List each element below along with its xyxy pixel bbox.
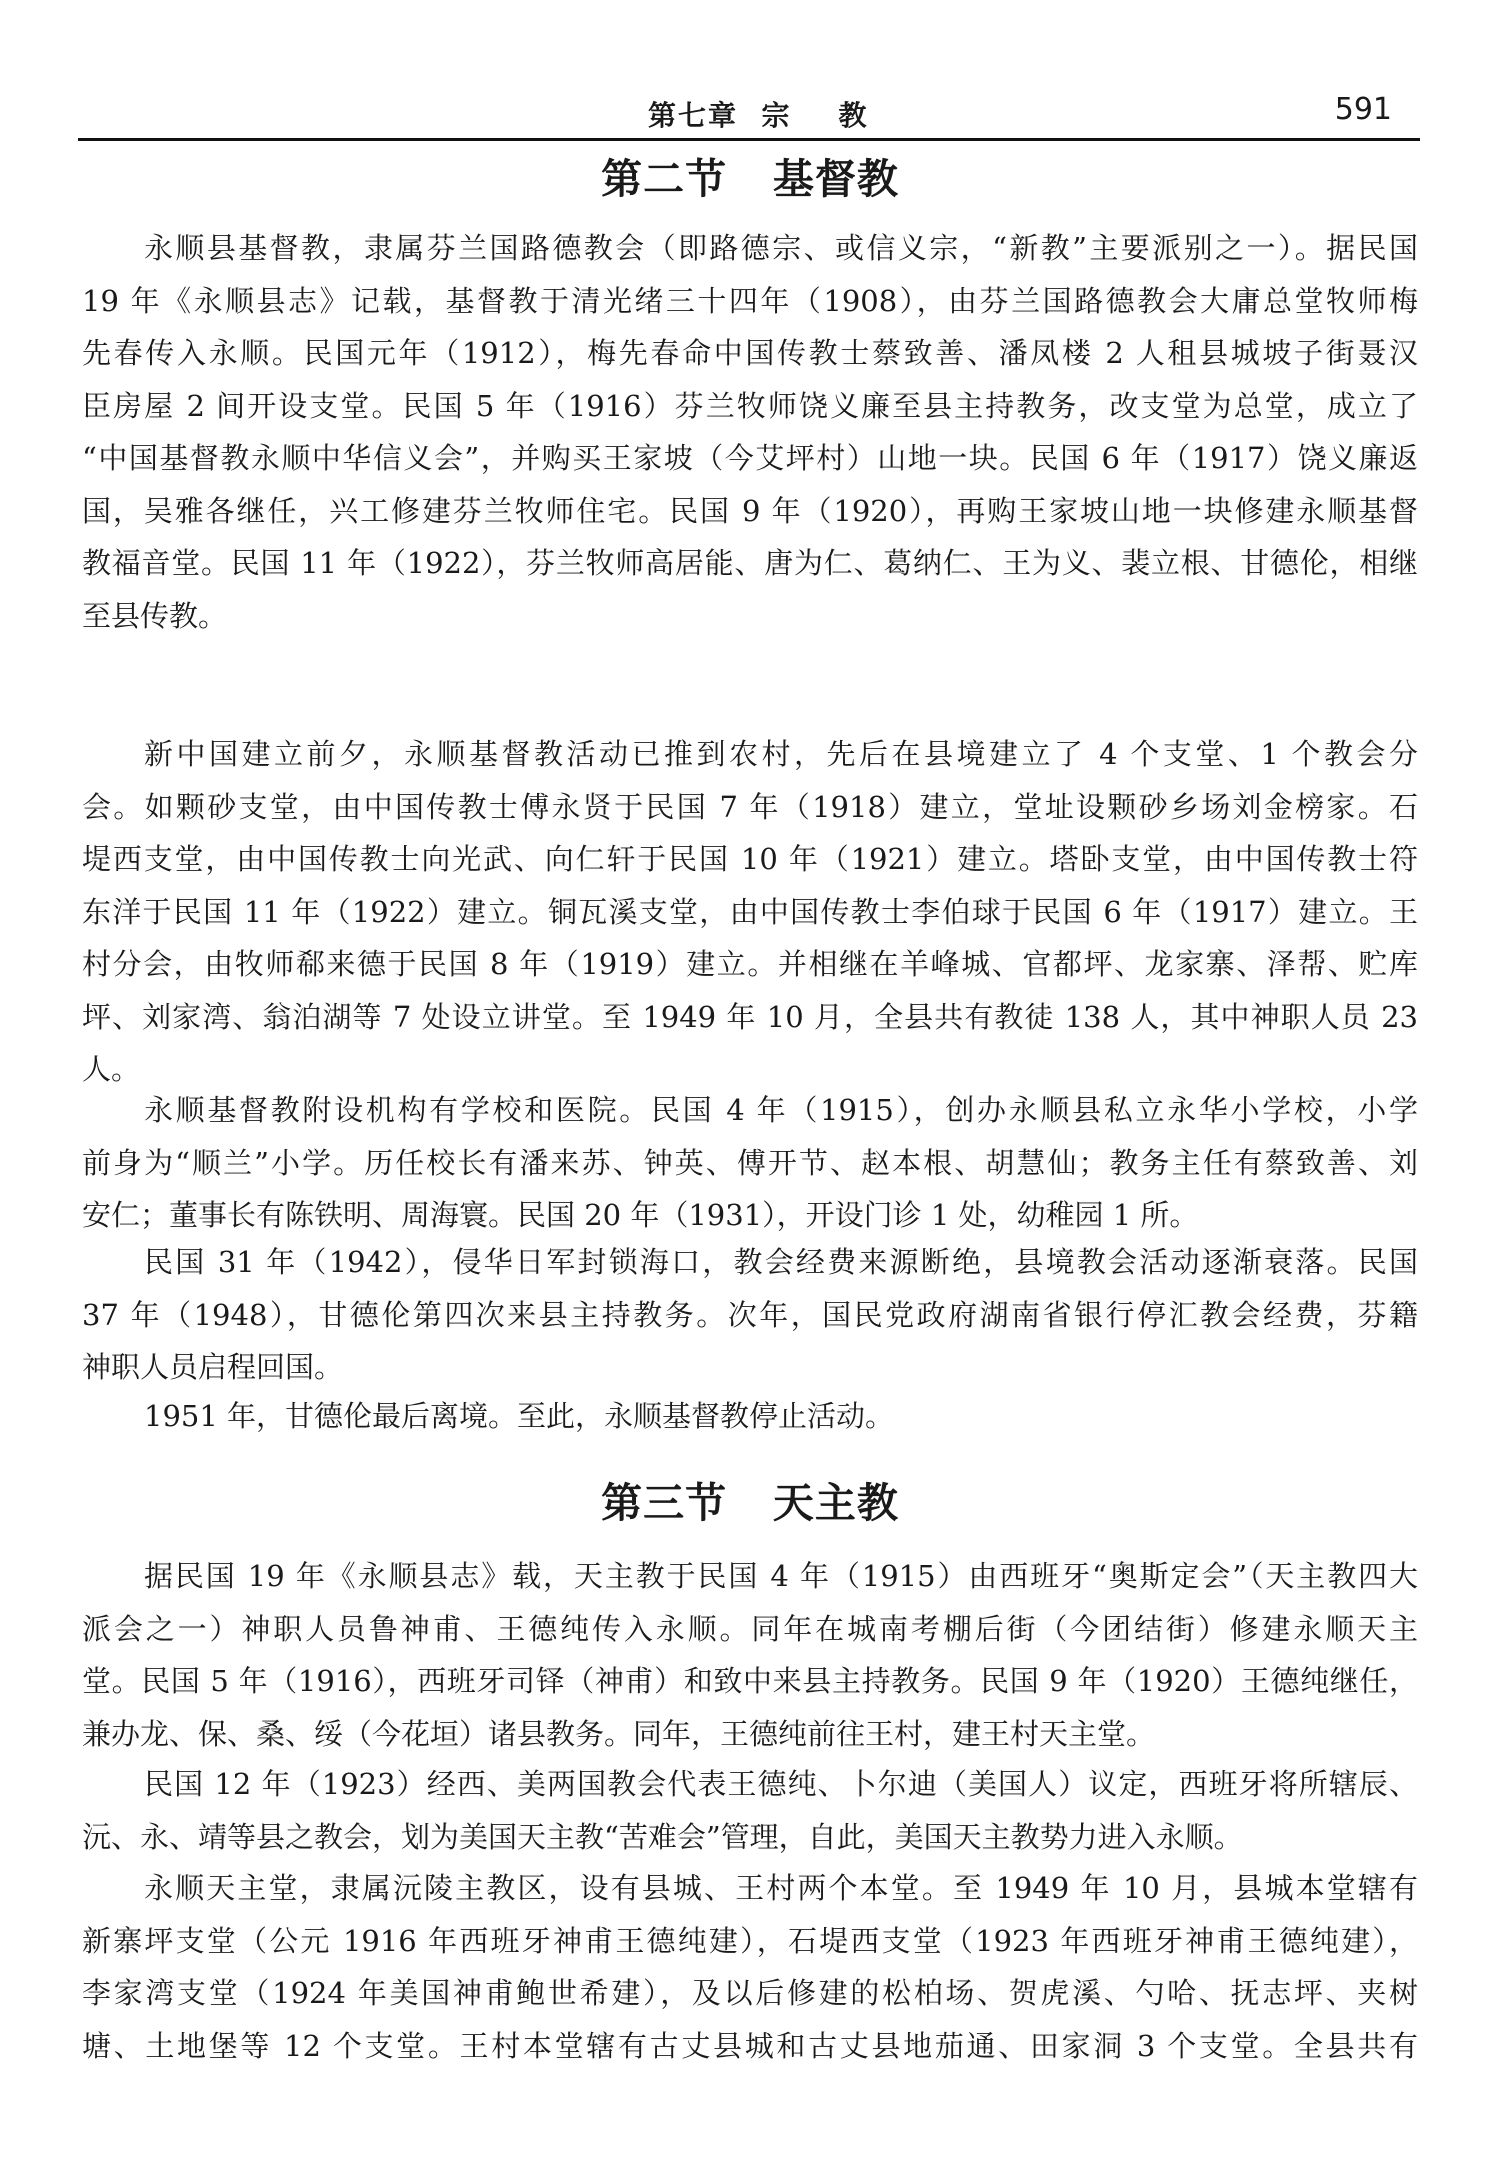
text-line: 兼办龙、保、桑、绥（今花垣）诸县教务。同年，王德纯前往王村，建王村天主堂。 <box>82 1716 1156 1751</box>
text-line: 人。 <box>82 1052 141 1086</box>
text-line: 堤西支堂，由中国传教士向光武、向仁轩于民国 10 年（1921）建立。塔卧支堂，由中国传教士符 <box>82 842 1418 876</box>
paragraph <box>82 1550 1418 1760</box>
text-line: 19 年《永顺县志》记载，基督教于清光绪三十四年（1908），由芬兰国路德教会大庸总堂牧师梅 <box>82 283 1418 318</box>
text-line: 会。如颗砂支堂，由中国传教士傅永贤于民国 7 年（1918）建立，堂址设颗砂乡场刘金榜家。石 <box>82 789 1418 824</box>
running-header <box>78 86 1420 138</box>
section-title: 第二节 基督教 <box>601 155 899 203</box>
running-title: 第七章 宗 教 <box>648 99 869 132</box>
text-line: 坪、刘家湾、翁泊湖等 7 处设立讲堂。至 1949 年 10 月，全县共有教徒 138 人，其中神职人员 23 <box>82 999 1418 1034</box>
paragraph <box>82 1236 1418 1394</box>
text-line: 村分会，由牧师郗来德于民国 8 年（1919）建立。并相继在羊峰城、官都坪、龙家寨、泽帮、贮库 <box>82 947 1418 981</box>
paragraph <box>82 1758 1418 1863</box>
text-line: 派会之一）神职人员鲁神甫、王德纯传入永顺。同年在城南考棚后街（今团结街）修建永顺天主 <box>82 1611 1418 1646</box>
text-line: 安仁；董事长有陈铁明、周海寰。民国 20 年（1931），开设门诊 1 处，幼稚园 1 所。 <box>82 1198 1199 1232</box>
text-line: 1951 年，甘德伦最后离境。至此，永顺基督教停止活动。 <box>144 1399 895 1433</box>
header-rule <box>78 138 1420 141</box>
text-line: 先春传入永顺。民国元年（1912），梅先春命中国传教士蔡致善、潘凤楼 2 人租县城坡子街聂汉 <box>82 336 1418 370</box>
text-line: 东洋于民国 11 年（1922）建立。铜瓦溪支堂，由中国传教士李伯球于民国 6 年（1917）建立。王 <box>82 894 1418 929</box>
text-line: 永顺天主堂，隶属沅陵主教区，设有县城、王村两个本堂。至 1949 年 10 月，县城本堂辖有 <box>144 1871 1418 1905</box>
text-line: “中国基督教永顺中华信义会”，并购买王家坡（今艾坪村）山地一块。民国 6 年（1917）饶义廉返 <box>82 441 1418 475</box>
text-line: 据民国 19 年《永顺县志》载，天主教于民国 4 年（1915）由西班牙“奥斯定会”（天主教四大 <box>144 1559 1418 1593</box>
section-title: 第三节 天主教 <box>601 1479 899 1527</box>
text-line: 民国 12 年（1923）经西、美两国教会代表王德纯、卜尔迪（美国人）议定，西班牙将所辖辰、 <box>144 1767 1418 1801</box>
paragraph <box>82 1390 1418 1443</box>
text-line: 李家湾支堂（1924 年美国神甫鲍世希建），及以后修建的松柏场、贺虎溪、勺哈、抚志坪、夹树 <box>82 1976 1418 2010</box>
text-line: 新寨坪支堂（公元 1916 年西班牙神甫王德纯建），石堤西支堂（1923 年西班牙神甫王德纯建）， <box>82 1923 1418 1958</box>
text-line: 永顺县基督教，隶属芬兰国路德教会（即路德宗、或信义宗，“新教”主要派别之一）。据民国 <box>144 231 1418 265</box>
page-number: 591 <box>1334 92 1392 127</box>
text-line: 塘、土地堡等 12 个支堂。王村本堂辖有古丈县城和古丈县地茄通、田家洞 3 个支堂。全县共有 <box>82 2028 1418 2063</box>
text-line: 永顺基督教附设机构有学校和医院。民国 4 年（1915），创办永顺县私立永华小学校，小学 <box>144 1093 1418 1127</box>
text-line: 沅、永、靖等县之教会，划为美国天主教“苦难会”管理，自此，美国天主教势力进入永顺。 <box>82 1819 1243 1854</box>
text-line: 新中国建立前夕，永顺基督教活动已推到农村，先后在县境建立了 4 个支堂、1 个教会分 <box>144 737 1418 771</box>
text-line: 至县传教。 <box>82 598 228 633</box>
text-line: 神职人员启程回国。 <box>82 1350 344 1384</box>
paragraph <box>82 728 1418 1096</box>
text-line: 前身为“顺兰”小学。历任校长有潘来苏、钟英、傅开节、赵本根、胡慧仙；教务主任有蔡致善、刘 <box>82 1145 1418 1180</box>
text-line: 国，吴雅各继任，兴工修建芬兰牧师住宅。民国 9 年（1920），再购王家坡山地一块修建永顺基督 <box>82 493 1418 528</box>
text-line: 堂。民国 5 年（1916），西班牙司铎（神甫）和致中来县主持教务。民国 9 年（1920）王德纯继任， <box>82 1664 1418 1698</box>
paragraph <box>82 1084 1418 1242</box>
text-line: 臣房屋 2 间开设支堂。民国 5 年（1916）芬兰牧师饶义廉至县主持教务，改支堂为总堂，成立了 <box>82 388 1418 423</box>
text-line: 民国 31 年（1942），侵华日军封锁海口，教会经费来源断绝，县境教会活动逐渐衰落。民国 <box>144 1245 1418 1279</box>
text-line: 教福音堂。民国 11 年（1922），芬兰牧师高居能、唐为仁、葛纳仁、王为义、裴立根、甘德伦，相继 <box>82 546 1418 580</box>
text-line: 37 年（1948），甘德伦第四次来县主持教务。次年，国民党政府湖南省银行停汇教会经费，芬籍 <box>82 1297 1418 1332</box>
paragraph <box>82 222 1418 642</box>
paragraph <box>82 1862 1418 2072</box>
